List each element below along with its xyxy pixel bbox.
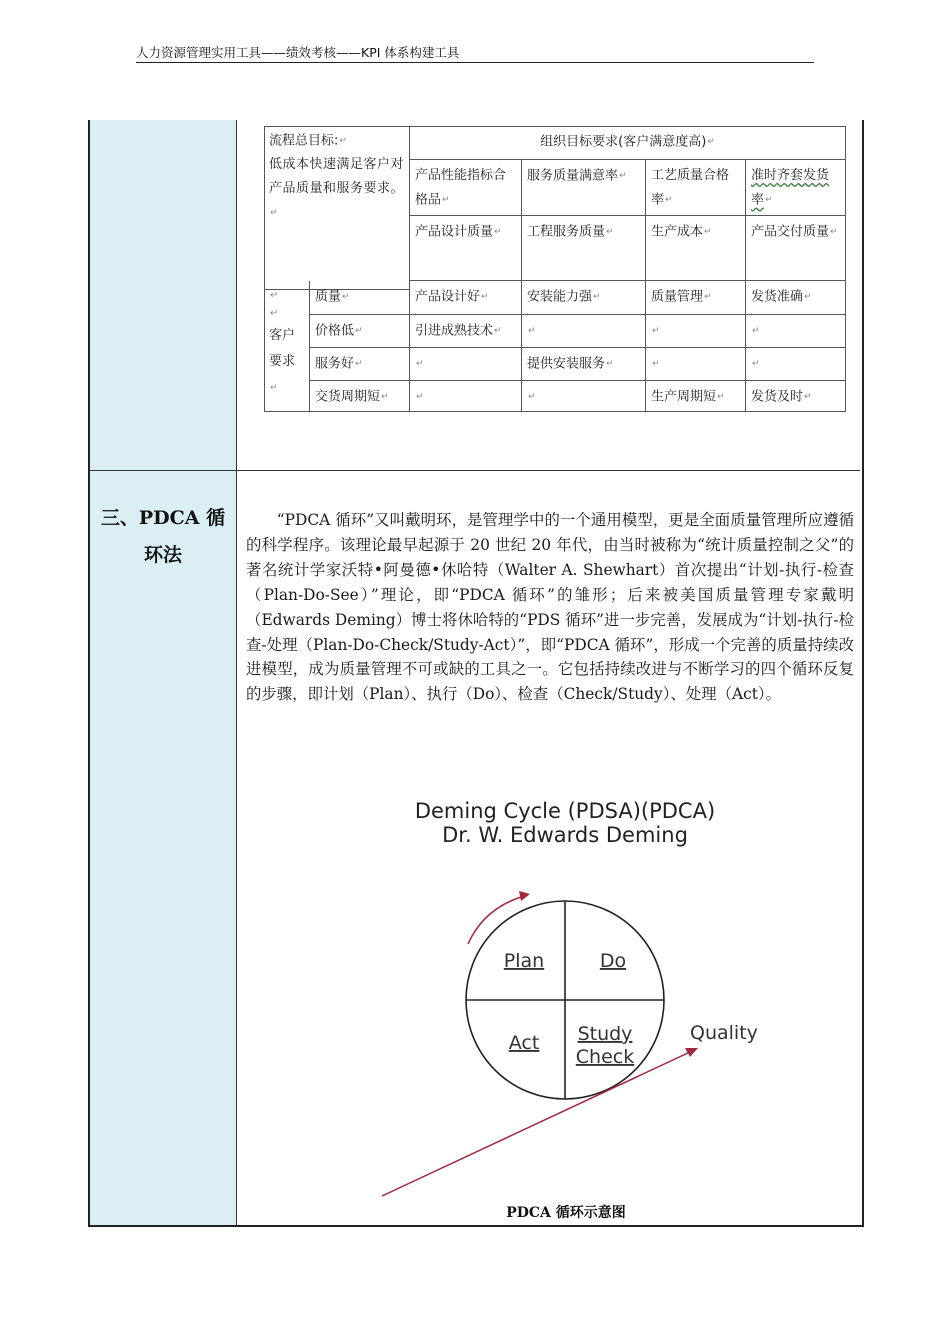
table-cell: ↵	[410, 348, 522, 381]
table-cell: ↵	[646, 315, 746, 348]
org-col-4: 准时齐套发货率↵	[746, 160, 846, 216]
page-header	[136, 44, 814, 63]
diagram-title-2: Dr. W. Edwards Deming	[442, 823, 688, 847]
quality-label: Quality	[690, 1022, 758, 1044]
customer-label: 客户要求	[269, 328, 296, 369]
quality-trend-arrow	[382, 1052, 690, 1196]
table-cell: 安装能力强↵	[522, 281, 646, 315]
check-label: Check	[575, 1046, 635, 1068]
quality-col-1: 产品设计质量↵	[410, 216, 522, 281]
table-cell: ↵	[746, 348, 846, 381]
quality-col-3: 生产成本↵	[646, 216, 746, 281]
deming-cycle-diagram	[372, 790, 772, 1210]
pdca-description: “PDCA 循环”又叫戴明环，是管理学中的一个通用模型，更是全面质量管理所应遵循的科学程序。该理论最早起源于 20 世纪 20 年代，由当时被称为“统计质量控制之父”的著名统计学家沃特•阿曼德•休哈特（Walter A. Shewhart）首次提出“计划-执行-检查（Plan-Do-See）”理论，即“PDCA 循环”的雏形；后来被美国质量管理专家戴明（Edwards Deming）博士将休哈特的“PDS 循环”进一步完善，发展成为“计划-执行-检查-处理（Plan-Do-Check/Study-Act）”，即“PDCA 循环”，形成一个完善的质量持续改进模型，成为质量管理不可或缺的工具之一。它包括持续改进与不断学习的四个循环反复的步骤，即计划（Plan）、执行（Do）、检查（Check/Study）、处理（Act）。	[246, 511, 854, 704]
org-col-3: 工艺质量合格率↵	[646, 160, 746, 216]
header-title: 人力资源管理实用工具——绩效考核——KPI 体系构建工具	[136, 45, 460, 60]
table-cell: ↵	[410, 381, 522, 412]
act-label: Act	[508, 1032, 540, 1054]
org-col-1: 产品性能指标合格品↵	[410, 160, 522, 216]
req-service: 服务好↵	[310, 348, 410, 381]
study-label: Study	[577, 1023, 633, 1045]
table-cell: 引进成熟技术↵	[410, 315, 522, 348]
row-divider	[90, 470, 860, 471]
table-cell: 发货准确↵	[746, 281, 846, 315]
org-col-2: 服务质量满意率↵	[522, 160, 646, 216]
do-label: Do	[599, 950, 627, 972]
table-cell: 提供安装服务↵	[522, 348, 646, 381]
cycle-rotation-arrow	[468, 896, 524, 944]
table-cell: 发货及时↵	[746, 381, 846, 412]
table-cell: 质量管理↵	[646, 281, 746, 315]
kpi-table	[264, 126, 846, 412]
goal-text: 低成本快速满足客户对产品质量和服务要求。	[269, 156, 405, 196]
process-goal-cell: 流程总目标:↵ 低成本快速满足客户对产品质量和服务要求。↵	[264, 126, 410, 281]
plan-label: Plan	[503, 950, 545, 972]
quality-col-2: 工程服务质量↵	[522, 216, 646, 281]
quality-arrowhead	[685, 1048, 698, 1057]
req-delivery: 交货周期短↵	[310, 381, 410, 412]
table-cell: ↵	[522, 381, 646, 412]
customer-req-cell: ↵ ↵ 客户要求↵	[264, 281, 310, 412]
table-cell: ↵	[522, 315, 646, 348]
diagram-caption: PDCA 循环示意图	[506, 1205, 626, 1221]
table-cell: ↵	[746, 315, 846, 348]
diagram-title-1: Deming Cycle (PDSA)(PDCA)	[414, 799, 716, 823]
table-cell: 产品设计好↵	[410, 281, 522, 315]
goal-label: 流程总目标:	[269, 133, 339, 149]
req-price: 价格低↵	[310, 315, 410, 348]
quality-col-4: 产品交付质量↵	[746, 216, 846, 281]
table-cell: ↵	[646, 348, 746, 381]
section-title: 三、PDCA 循 环法	[100, 507, 226, 566]
req-quality: 质量↵	[310, 281, 410, 315]
org-goal-header: 组织目标要求(客户满意度高)↵	[410, 126, 846, 160]
cycle-arrowhead	[519, 891, 530, 901]
table-cell: 生产周期短↵	[646, 381, 746, 412]
